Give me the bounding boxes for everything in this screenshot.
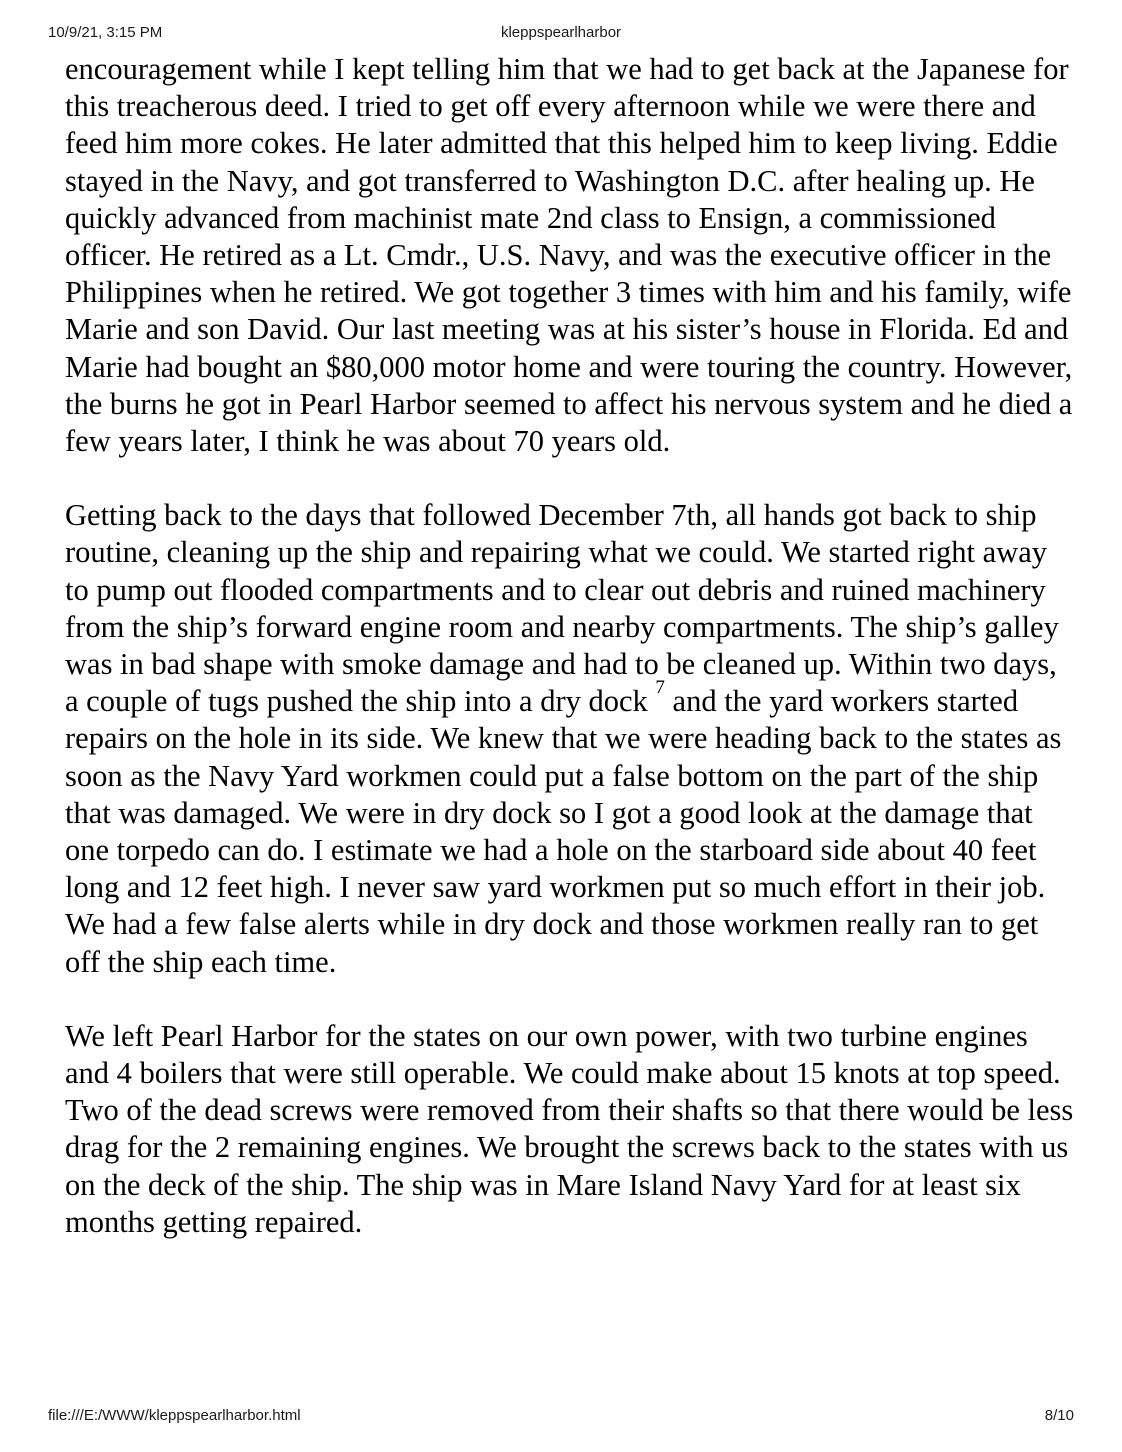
print-header	[0, 24, 1122, 44]
paragraph-eddie-recovery: encouragement while I kept telling him that we had to get back at the Japanese for this treacherous deed. I tried to get off every afternoon while we were there and feed him more cokes. He later admitted that this helped him to keep living. Eddie stayed in the Navy, and got transferred to Washington D.C. after healing up. He quickly advanced from machinist mate 2nd class to Ensign, a commissioned officer. He retired as a Lt. Cmdr., U.S. Navy, and was the executive officer in the Philippines when he retired. We got together 3 times with him and his family, wife Marie and son David. Our last meeting was at his sister’s house in Florida. Ed and Marie had bought an $80,000 motor home and were touring the country. However, the burns he got in Pearl Harbor seemed to affect his nervous system and he died a few years later, I think he was about 70 years old.	[65, 52, 1073, 459]
paragraph-return-to-states: We left Pearl Harbor for the states on our own power, with two turbine engines and 4 boilers that were still operable. We could make about 15 knots at top speed. Two of the dead screws were removed from their shafts so that there would be less drag for the 2 remaining engines. We brought the screws back to the states with us on the deck of the ship. The ship was in Mare Island Navy Yard for at least six months getting repaired.	[65, 1018, 1074, 1239]
print-file-url: file:///E:/WWW/kleppspearlharbor.html	[48, 1407, 301, 1424]
print-footer	[0, 1407, 1122, 1427]
footnote-marker: 7	[655, 677, 665, 699]
paragraph-ship-repairs-text-1: Getting back to the days that followed December 7th, all hands got back to ship routine, cleaning up the ship and repairing what we could. We started right away to pump out flooded compartments and to clear out debris and ruined machinery from the ship’s forward engine room and nearby compartments. The ship’s galley was in bad shape with smoke damage and had to be cleaned up. Within two days, a couple of tugs pushed the ship into a dry dock	[65, 498, 1059, 719]
document-body	[65, 51, 1075, 1241]
paragraph-ship-repairs-text-2: and the yard workers started repairs on the hole in its side. We knew that we were heading back to the states as soon as the Navy Yard workmen could put a false bottom on the part of the ship that was damaged. We were in dry dock so I got a good look at the damage that one torpedo can do. I estimate we had a hole on the starboard side about 40 feet long and 12 feet high. I never saw yard workmen put so much effort in their job. We had a few false alerts while in dry dock and those workmen really ran to get off the ship each time.	[65, 684, 1062, 979]
print-datetime: 10/9/21, 3:15 PM	[48, 24, 163, 41]
paragraph-ship-repairs	[65, 497, 1075, 981]
print-page-number: 8/10	[1044, 1407, 1074, 1424]
print-page-title: kleppspearlharbor	[500, 24, 622, 41]
